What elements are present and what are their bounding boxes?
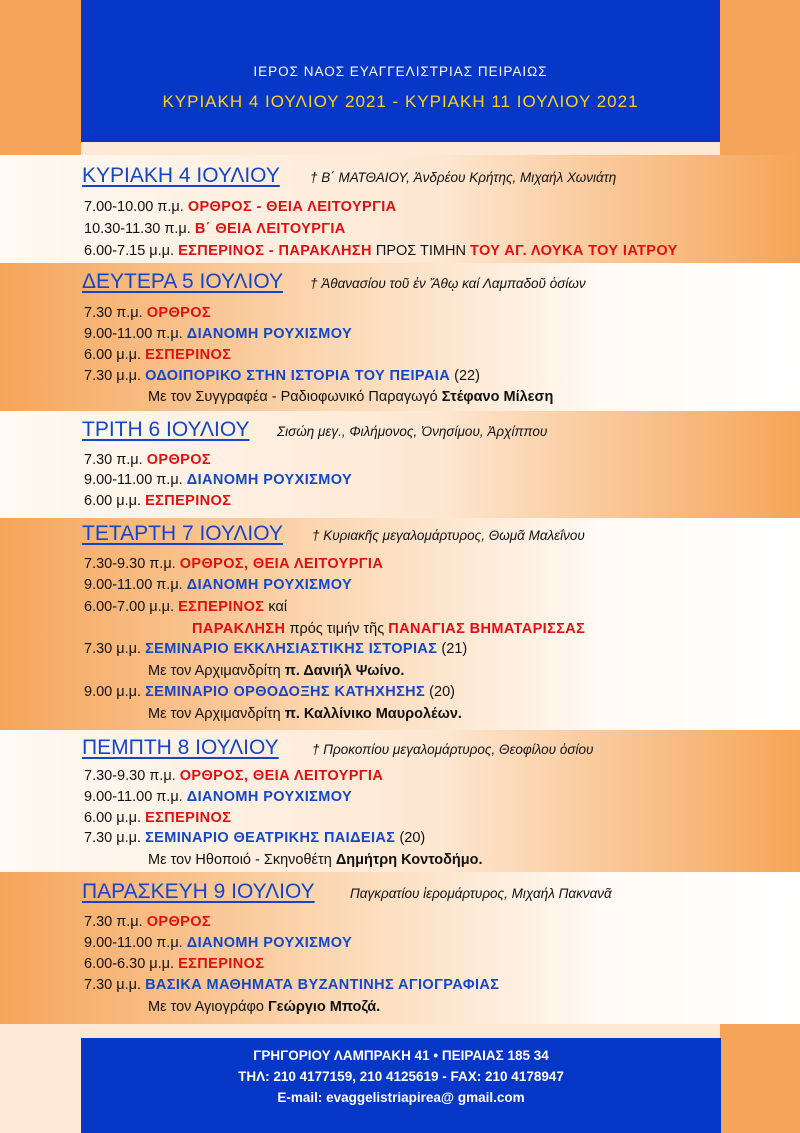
address: ΓΡΗΓΟΡΙΟΥ ΛΑΜΠΡΑΚΗ 41 • ΠΕΙΡΑΙΑΣ 185 34 (253, 1048, 549, 1063)
saints-of-day: † Ἀθανασίου τοῦ ἐν Ἄθῳ καί Λαμπαδοῦ ὁσίων (310, 276, 586, 291)
schedule-line: 9.00-11.00 π.μ. ΔΙΑΝΟΜΗ ΡΟΥΧΙΣΜΟΥ (84, 789, 353, 805)
schedule-line: 7.30 π.μ. ΟΡΘΡΟΣ (84, 452, 211, 468)
schedule-line: 6.00-7.15 μ.μ. ΕΣΠΕΡΙΝΟΣ - ΠΑΡΑΚΛΗΣΗ ΠΡΟΣ ΤΙΜΗΝ ΤΟΥ ΑΓ. ΛΟΥΚΑ ΤΟΥ ΙΑΤΡΟΥ (84, 243, 678, 259)
schedule-line: 7.30 μ.μ. ΒΑΣΙΚΑ ΜΑΘΗΜΑΤΑ ΒΥΖΑΝΤΙΝΗΣ ΑΓΙΟΓΡΑΦΙΑΣ (84, 977, 500, 993)
schedule-line: 6.00-6.30 μ.μ. ΕΣΠΕΡΙΝΟΣ (84, 956, 265, 972)
schedule-line: 9.00-11.00 π.μ. ΔΙΑΝΟΜΗ ΡΟΥΧΙΣΜΟΥ (84, 935, 353, 951)
email[interactable]: E-mail: evaggelistriapirea@ gmail.com (277, 1090, 525, 1105)
day-title: ΚΥΡΙΑΚΗ 4 ΙΟΥΛΙΟΥ (82, 164, 280, 187)
contact-footer (81, 1038, 721, 1133)
saints-of-day: Σισώη μεγ., Φιλήμονος, Ὀνησίμου, Ἀρχίππου (277, 424, 548, 439)
schedule-line: 9.00-11.00 π.μ. ΔΙΑΝΟΜΗ ΡΟΥΧΙΣΜΟΥ (84, 577, 353, 593)
day-title: ΤΡΙΤΗ 6 ΙΟΥΛΙΟΥ (82, 418, 250, 441)
schedule-line: 9.00-11.00 π.μ. ΔΙΑΝΟΜΗ ΡΟΥΧΙΣΜΟΥ (84, 472, 353, 488)
schedule-line: 7.30 μ.μ. ΣΕΜΙΝΑΡΙΟ ΘΕΑΤΡΙΚΗΣ ΠΑΙΔΕΙΑΣ (20) (84, 830, 426, 846)
day-title: ΠΑΡΑΣΚΕΥΗ 9 ΙΟΥΛΙΟΥ (82, 880, 315, 903)
saints-of-day: † Προκοπίου μεγαλομάρτυρος, Θεοφίλου ὁσίου (312, 742, 594, 757)
schedule-line: ΠΑΡΑΚΛΗΣΗ πρός τιμήν τῆς ΠΑΝΑΓΙΑΣ ΒΗΜΑΤΑΡΙΣΣΑΣ (192, 621, 586, 637)
date-range: ΚΥΡΙΑΚΗ 4 ΙΟΥΛΙΟΥ 2021 - ΚΥΡΙΑΚΗ 11 ΙΟΥΛΙΟΥ 2021 (162, 92, 639, 111)
schedule-line: 7.00-10.00 π.μ. ΟΡΘΡΟΣ - ΘΕΙΑ ΛΕΙΤΟΥΡΓΙΑ (84, 199, 397, 215)
day-title: ΔΕΥΤΕΡΑ 5 ΙΟΥΛΙΟΥ (82, 270, 283, 293)
schedule-line: 10.30-11.30 π.μ. Β΄ ΘΕΙΑ ΛΕΙΤΟΥΡΓΙΑ (84, 221, 346, 237)
speaker-line: Με τον Ηθοποιό - Σκηνοθέτη Δημήτρη Κοντοδήμο. (148, 852, 483, 868)
saints-of-day: † Β΄ ΜΑΤΘΑΙΟΥ, Ἀνδρέου Κρήτης, Μιχαήλ Χωνιάτη (310, 170, 617, 185)
schedule-line: 7.30-9.30 π.μ. ΟΡΘΡΟΣ, ΘΕΙΑ ΛΕΙΤΟΥΡΓΙΑ (84, 556, 384, 572)
schedule-line: 6.00 μ.μ. ΕΣΠΕΡΙΝΟΣ (84, 493, 232, 509)
speaker-line: Με τον Συγγραφέα - Ραδιοφωνικό Παραγωγό Στέφανο Μίλεση (148, 389, 554, 405)
schedule-line: 6.00 μ.μ. ΕΣΠΕΡΙΝΟΣ (84, 810, 232, 826)
schedule-line: 7.30 π.μ. ΟΡΘΡΟΣ (84, 305, 211, 321)
saints-of-day: † Κυριακῆς μεγαλομάρτυρος, Θωμᾶ Μαλεΐνου (312, 528, 585, 543)
schedule-line: 6.00 μ.μ. ΕΣΠΕΡΙΝΟΣ (84, 347, 232, 363)
speaker-line: Με τον Αγιογράφο Γεώργιο Μποζά. (148, 999, 381, 1015)
schedule-line: 9.00 μ.μ. ΣΕΜΙΝΑΡΙΟ ΟΡΘΟΔΟΞΗΣ ΚΑΤΗΧΗΣΗΣ (20) (84, 684, 455, 700)
schedule-line: 7.30 π.μ. ΟΡΘΡΟΣ (84, 914, 211, 930)
saints-of-day: Παγκρατίου ἱερομάρτυρος, Μιχαήλ Πακνανᾶ (350, 886, 612, 901)
schedule-line: 7.30 μ.μ. ΟΔΟΙΠΟΡΙΚΟ ΣΤΗΝ ΙΣΤΟΡΙΑ ΤΟΥ ΠΕΙΡΑΙΑ (22) (84, 368, 480, 384)
phones: ΤΗΛ: 210 4177159, 210 4125619 - FAX: 210 4178947 (238, 1069, 564, 1084)
schedule-line: 6.00-7.00 μ.μ. ΕΣΠΕΡΙΝΟΣ καί (84, 599, 288, 615)
header-banner (81, 0, 720, 142)
day-title: ΤΕΤΑΡΤΗ 7 ΙΟΥΛΙΟΥ (82, 522, 283, 545)
schedule-line: 7.30-9.30 π.μ. ΟΡΘΡΟΣ, ΘΕΙΑ ΛΕΙΤΟΥΡΓΙΑ (84, 768, 384, 784)
speaker-line: Με τον Αρχιμανδρίτη π. Δανιήλ Ψωίνο. (148, 663, 405, 679)
schedule-line: 9.00-11.00 π.μ. ΔΙΑΝΟΜΗ ΡΟΥΧΙΣΜΟΥ (84, 326, 353, 342)
church-name: ΙΕΡΟΣ ΝΑΟΣ ΕΥΑΓΓΕΛΙΣΤΡΙΑΣ ΠΕΙΡΑΙΩΣ (253, 64, 548, 79)
speaker-line: Με τον Αρχιμανδρίτη π. Καλλίνικο Μαυρολέων. (148, 706, 462, 722)
day-title: ΠΕΜΠΤΗ 8 ΙΟΥΛΙΟΥ (82, 736, 279, 759)
schedule-line: 7.30 μ.μ. ΣΕΜΙΝΑΡΙΟ ΕΚΚΛΗΣΙΑΣΤΙΚΗΣ ΙΣΤΟΡΙΑΣ (21) (84, 641, 468, 657)
